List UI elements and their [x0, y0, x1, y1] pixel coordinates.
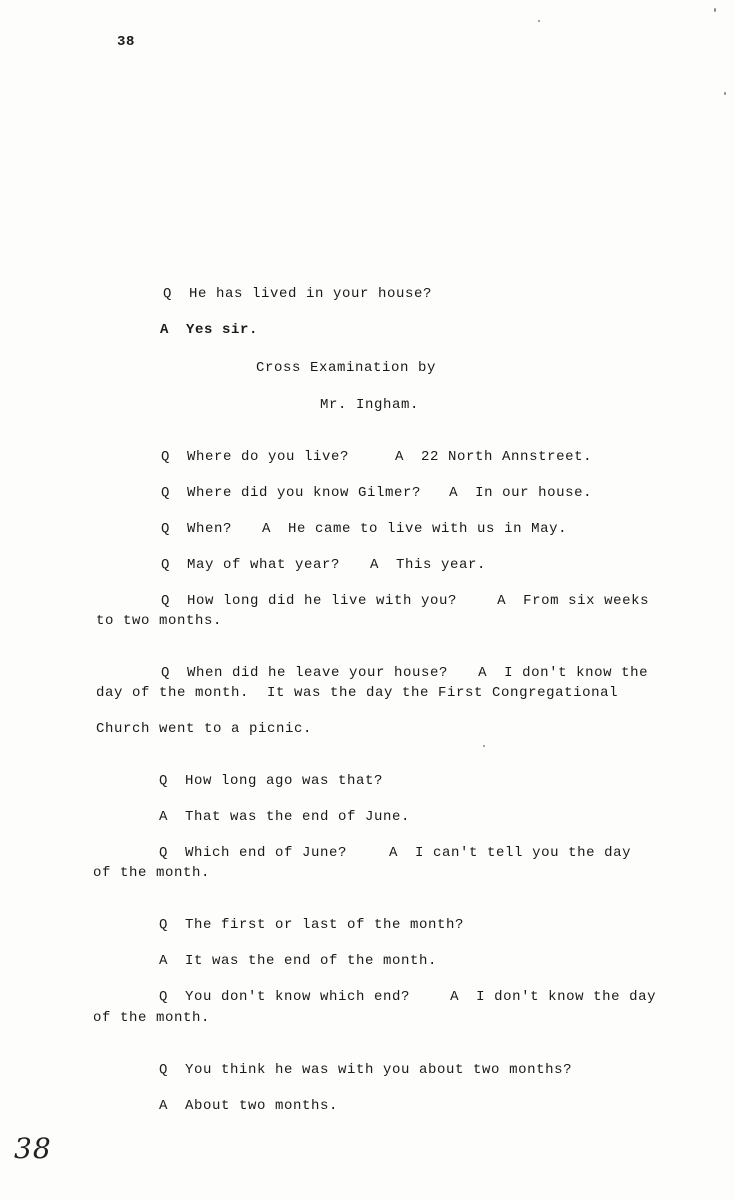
speaker-label: A [262, 521, 272, 537]
transcript-line-continuation: of the month. [93, 1010, 211, 1026]
speaker-label: A [160, 322, 170, 338]
speaker-label: A [449, 485, 459, 501]
question-text: Where do you live? [187, 449, 350, 465]
answer-text: That was the end of June. [185, 809, 411, 825]
speaker-label: Q [159, 845, 169, 861]
section-heading: Cross Examination by [256, 360, 437, 376]
section-heading-examiner: Mr. Ingham. [320, 397, 420, 413]
transcript-line-answer [123, 1082, 338, 1130]
answer-text: From six weeks [523, 593, 650, 609]
speaker-label: Q [161, 557, 171, 573]
paper-speck [724, 92, 726, 95]
speaker-label: Q [159, 773, 169, 789]
speaker-label: Q [159, 1062, 169, 1078]
question-text: Which end of June? [185, 845, 348, 861]
question-text: How long did he live with you? [187, 593, 458, 609]
answer-text: It was the end of the month. [185, 953, 438, 969]
speaker-label: Q [161, 593, 171, 609]
transcript-line-continuation: of the month. [93, 865, 211, 881]
speaker-label: A [395, 449, 405, 465]
paper-speck [538, 20, 540, 22]
answer-text: I don't know the day [476, 989, 657, 1005]
answer-text: This year. [396, 557, 487, 573]
speaker-label: A [159, 1098, 169, 1114]
speaker-label: Q [159, 989, 169, 1005]
transcript-line-continuation: day of the month. It was the day the First Congregational [96, 685, 619, 701]
speaker-label: A [389, 845, 399, 861]
question-text: The first or last of the month? [185, 917, 465, 933]
speaker-label: Q [159, 917, 169, 933]
question-text: Where did you know Gilmer? [187, 485, 422, 501]
answer-text: In our house. [475, 485, 593, 501]
speaker-label: A [478, 665, 488, 681]
question-text: When? [187, 521, 233, 537]
transcript-line-continuation: to two months. [96, 613, 223, 629]
question-text: He has lived in your house? [189, 286, 433, 302]
transcript-line-continuation: Church went to a picnic. [96, 721, 313, 737]
answer-text: About two months. [185, 1098, 339, 1114]
question-text: When did he leave your house? [187, 665, 449, 681]
question-text: You think he was with you about two months? [185, 1062, 573, 1078]
speaker-label: Q [161, 485, 171, 501]
speaker-label: A [370, 557, 380, 573]
speaker-label: A [159, 809, 169, 825]
answer-text: He came to live with us in May. [288, 521, 568, 537]
paper-speck [714, 8, 716, 12]
paper-speck [483, 745, 485, 747]
transcript-line-answer [124, 306, 258, 354]
handwritten-page-number: 38 [14, 1132, 52, 1165]
page-number: 38 [117, 34, 136, 50]
answer-text: I don't know the [504, 665, 649, 681]
question-text: How long ago was that? [185, 773, 384, 789]
speaker-label: A [497, 593, 507, 609]
question-text: May of what year? [187, 557, 341, 573]
answer-text: I can't tell you the day [415, 845, 632, 861]
speaker-label: Q [163, 286, 173, 302]
speaker-label: Q [161, 449, 171, 465]
answer-text: Yes sir. [186, 322, 259, 338]
speaker-label: A [450, 989, 460, 1005]
speaker-label: A [159, 953, 169, 969]
speaker-label: Q [161, 665, 171, 681]
speaker-label: Q [161, 521, 171, 537]
answer-text: 22 North Annstreet. [421, 449, 593, 465]
question-text: You don't know which end? [185, 989, 411, 1005]
